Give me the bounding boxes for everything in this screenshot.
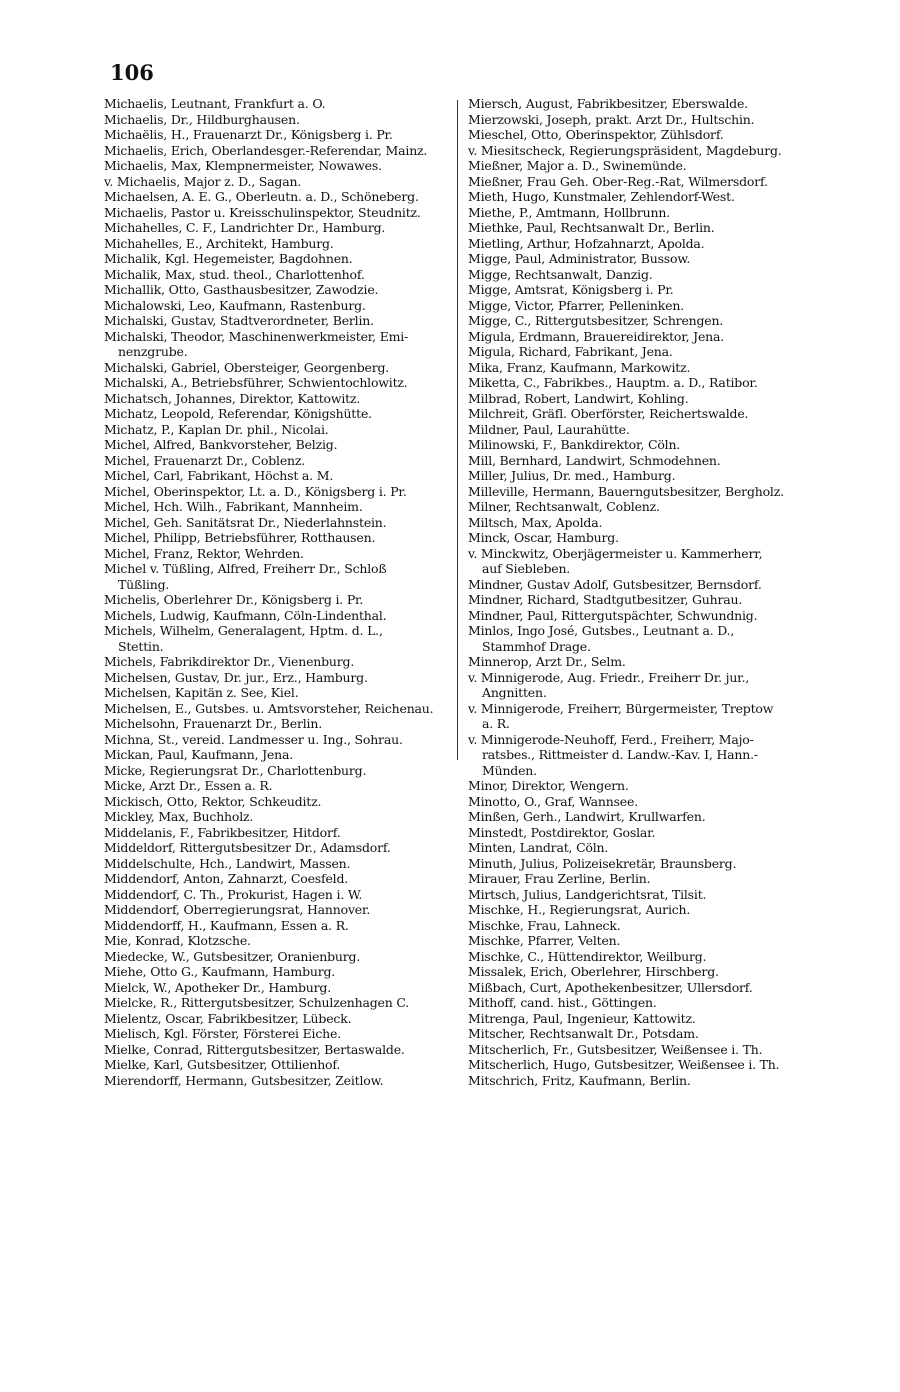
entry-line: Migge, C., Rittergutsbesitzer, Schrengen.	[468, 313, 724, 328]
entry-line: Michaelis, Pastor u. Kreisschulinspektor, Steudnitz.	[104, 204, 421, 220]
directory-entry	[468, 887, 820, 903]
directory-entry	[104, 840, 456, 856]
entry-continuation: ratsbes., Rittmeister d. Landw.-Kav. I, Hann.-	[482, 747, 758, 762]
directory-entry	[468, 298, 820, 314]
entry-line: Mielentz, Oscar, Fabrikbesitzer, Lübeck.	[104, 1010, 352, 1026]
directory-entry	[468, 794, 820, 810]
entry-line: Mill, Bernhard, Landwirt, Schmodehnen.	[468, 452, 721, 468]
entry-line: Michelis, Oberlehrer Dr., Königsberg i. Pr.	[104, 592, 364, 607]
entry-line: Michalski, Gabriel, Obersteiger, Georgenberg.	[104, 359, 390, 375]
entry-line: Michelsohn, Frauenarzt Dr., Berlin.	[104, 716, 322, 731]
entry-line: Milchreit, Gräfl. Oberförster, Reichertswalde.	[468, 406, 749, 421]
entry-line: Micke, Arzt Dr., Essen a. R.	[104, 778, 273, 793]
directory-entry	[104, 437, 456, 453]
directory-entry	[104, 654, 456, 670]
directory-entry	[104, 251, 456, 267]
directory-entry	[468, 375, 820, 391]
directory-entry	[468, 437, 820, 453]
entry-line: Michaelis, Max, Klempnermeister, Nowawes.	[104, 158, 382, 173]
directory-entry	[468, 964, 820, 980]
entry-line: Mitscher, Rechtsanwalt Dr., Potsdam.	[468, 1026, 699, 1041]
entry-line: Michaelsen, A. E. G., Oberleutn. a. D., Schöneberg.	[104, 189, 419, 204]
directory-entry	[104, 871, 456, 887]
entry-line: Michel, Frauenarzt Dr., Coblenz.	[104, 452, 306, 468]
page-number: 106	[110, 60, 154, 85]
directory-entry	[468, 515, 820, 531]
directory-entry	[468, 143, 820, 159]
entry-line: Mindner, Paul, Rittergutspächter, Schwundnig.	[468, 607, 758, 623]
entry-line: Mielke, Conrad, Rittergutsbesitzer, Bertaswalde.	[104, 1041, 405, 1057]
directory-entry	[104, 406, 456, 422]
directory-entry	[468, 1073, 820, 1089]
entry-line: Michels, Ludwig, Kaufmann, Cöln-Lindenthal.	[104, 607, 387, 623]
entry-line: Miketta, C., Fabrikbes., Hauptm. a. D., Ratibor.	[468, 375, 758, 390]
directory-entry	[104, 1057, 456, 1073]
directory-entry	[104, 127, 456, 143]
entry-line: Michatz, P., Kaplan Dr. phil., Nicolai.	[104, 421, 329, 437]
entry-line: Minck, Oscar, Hamburg.	[468, 530, 619, 545]
entry-line: Mielke, Karl, Gutsbesitzer, Ottilienhof.	[104, 1057, 341, 1072]
directory-entry	[468, 360, 820, 376]
directory-entry	[104, 623, 456, 654]
entry-line: Mitscherlich, Fr., Gutsbesitzer, Weißensee i. Th.	[468, 1041, 763, 1057]
entry-line: Minstedt, Postdirektor, Goslar.	[468, 824, 656, 840]
entry-line: Mindner, Gustav Adolf, Gutsbesitzer, Bernsdorf.	[468, 576, 762, 592]
entry-line: Mießner, Major a. D., Swinemünde.	[468, 158, 687, 173]
directory-entry	[104, 546, 456, 562]
directory-entry	[468, 1026, 820, 1042]
directory-entry	[104, 592, 456, 608]
entry-line: Miedecke, W., Gutsbesitzer, Oranienburg.	[104, 948, 361, 964]
directory-entry	[468, 980, 820, 996]
entry-line: Miethe, P., Amtmann, Hollbrunn.	[468, 204, 670, 220]
directory-entry	[468, 313, 820, 329]
entry-line: Middendorf, Oberregierungsrat, Hannover.	[104, 902, 371, 917]
entry-line: Mießner, Frau Geh. Ober-Reg.-Rat, Wilmersdorf.	[468, 173, 768, 189]
directory-entry	[104, 747, 456, 763]
directory-entry	[104, 453, 456, 469]
entry-line: Michalik, Max, stud. theol., Charlottenhof.	[104, 266, 365, 282]
entry-line: Minßen, Gerh., Landwirt, Krullwarfen.	[468, 809, 706, 824]
entry-line: Mißbach, Curt, Apothekenbesitzer, Ullersdorf.	[468, 979, 753, 995]
directory-entry	[468, 856, 820, 872]
directory-entry	[104, 856, 456, 872]
directory-entry	[468, 453, 820, 469]
directory-entry	[468, 825, 820, 841]
entry-line: Michel, Alfred, Bankvorsteher, Belzig.	[104, 437, 338, 452]
directory-entry	[468, 995, 820, 1011]
entry-line: Migge, Paul, Administrator, Bussow.	[468, 251, 691, 266]
directory-entry	[104, 1026, 456, 1042]
directory-entry	[104, 778, 456, 794]
directory-entry	[468, 174, 820, 190]
directory-entry	[468, 670, 820, 701]
column-divider	[457, 100, 458, 760]
directory-entry	[104, 313, 456, 329]
directory-entry	[104, 143, 456, 159]
directory-entry	[468, 329, 820, 345]
directory-entry	[104, 220, 456, 236]
entry-continuation: Stammhof Drage.	[482, 638, 591, 654]
entry-continuation: nenzgrube.	[118, 344, 188, 359]
entry-line: Mithoff, cand. hist., Göttingen.	[468, 995, 657, 1010]
directory-entry	[468, 732, 820, 779]
directory-entry	[468, 933, 820, 949]
entry-line: v. Miesitscheck, Regierungspräsident, Magdeburg.	[468, 142, 782, 158]
entry-line: Mielcke, R., Rittergutsbesitzer, Schulzenhagen C.	[104, 995, 410, 1010]
directory-entry	[104, 1011, 456, 1027]
entry-line: Missalek, Erich, Oberlehrer, Hirschberg.	[468, 964, 719, 979]
entry-line: Michalski, Theodor, Maschinenwerkmeister, Emi-	[104, 328, 409, 344]
directory-entry	[468, 840, 820, 856]
directory-entry	[104, 995, 456, 1011]
entry-line: Michelsen, E., Gutsbes. u. Amtsvorsteher, Reichenau.	[104, 700, 434, 716]
entry-line: Mieth, Hugo, Kunstmaler, Zehlendorf-West.	[468, 189, 735, 204]
entry-line: Mielck, W., Apotheker Dr., Hamburg.	[104, 979, 331, 995]
entry-line: Mierzowski, Joseph, prakt. Arzt Dr., Hultschin.	[468, 111, 755, 127]
entry-line: Minlos, Ingo José, Gutsbes., Leutnant a. D.,	[468, 623, 735, 638]
directory-entry	[104, 236, 456, 252]
directory-entry	[104, 422, 456, 438]
entry-line: Mischke, C., Hüttendirektor, Weilburg.	[468, 948, 707, 964]
entry-line: Michalik, Kgl. Hegemeister, Bagdohnen.	[104, 251, 353, 266]
entry-continuation: Münden.	[482, 762, 537, 778]
directory-entry	[104, 902, 456, 918]
entry-line: Michel, Carl, Fabrikant, Höchst a. M.	[104, 468, 334, 483]
directory-entry	[468, 949, 820, 965]
entry-line: Miethke, Paul, Rechtsanwalt Dr., Berlin.	[468, 220, 715, 235]
directory-entry	[104, 701, 456, 717]
entry-line: Mitrenga, Paul, Ingenieur, Kattowitz.	[468, 1010, 696, 1026]
directory-entry	[468, 236, 820, 252]
directory-entry	[468, 344, 820, 360]
directory-entry	[468, 1011, 820, 1027]
directory-entry	[468, 205, 820, 221]
directory-entry	[104, 360, 456, 376]
entry-line: Milinowski, F., Bankdirektor, Cöln.	[468, 437, 681, 452]
entry-line: Miehe, Otto G., Kaufmann, Hamburg.	[104, 964, 336, 979]
entry-line: Milbrad, Robert, Landwirt, Kohling.	[468, 390, 689, 406]
entry-line: Michelsen, Gustav, Dr. jur., Erz., Hamburg.	[104, 669, 368, 685]
entry-line: Michel, Geh. Sanitätsrat Dr., Niederlahnstein.	[104, 514, 387, 530]
entry-line: Michel v. Tüßling, Alfred, Freiherr Dr., Schloß	[104, 561, 387, 576]
entry-line: v. Minnigerode, Freiherr, Bürgermeister, Treptow	[468, 700, 774, 716]
entry-line: Mieschel, Otto, Oberinspektor, Zühlsdorf.	[468, 127, 724, 142]
entry-line: Minotto, O., Graf, Wannsee.	[468, 793, 638, 809]
directory-entry	[104, 809, 456, 825]
entry-line: Michel, Philipp, Betriebsführer, Rotthausen.	[104, 530, 376, 545]
directory-entry	[104, 670, 456, 686]
entry-line: Michels, Fabrikdirektor Dr., Vienenburg.	[104, 654, 355, 669]
directory-entry	[468, 608, 820, 624]
entry-line: Michel, Franz, Rektor, Wehrden.	[104, 545, 304, 561]
directory-entry	[104, 980, 456, 996]
entry-line: Middelschulte, Hch., Landwirt, Massen.	[104, 855, 351, 871]
directory-entry	[104, 96, 456, 112]
entry-line: Michelsen, Kapitän z. See, Kiel.	[104, 685, 299, 700]
entry-line: Michahelles, E., Architekt, Hamburg.	[104, 235, 334, 251]
entry-line: Milleville, Hermann, Bauerngutsbesitzer, Bergholz.	[468, 483, 784, 499]
entry-line: Mirauer, Frau Zerline, Berlin.	[468, 871, 651, 886]
entry-line: Miltsch, Max, Apolda.	[468, 514, 603, 530]
entry-line: Mickley, Max, Buchholz.	[104, 809, 254, 824]
directory-entry	[468, 778, 820, 794]
directory-entry	[104, 329, 456, 360]
directory-entry	[468, 809, 820, 825]
entry-line: Middeldorf, Rittergutsbesitzer Dr., Adamsdorf.	[104, 840, 391, 855]
entry-line: Michatsch, Johannes, Direktor, Kattowitz.	[104, 390, 361, 406]
entry-line: Mielisch, Kgl. Förster, Försterei Eiche.	[104, 1026, 341, 1041]
directory-entry	[468, 251, 820, 267]
directory-entry	[104, 298, 456, 314]
entry-line: v. Minckwitz, Oberjägermeister u. Kammerherr,	[468, 545, 763, 561]
entry-line: Migge, Amtsrat, Königsberg i. Pr.	[468, 282, 674, 297]
entry-line: Mierendorff, Hermann, Gutsbesitzer, Zeitlow.	[104, 1072, 384, 1088]
entry-continuation: auf Siebleben.	[482, 561, 571, 576]
entry-line: Michalowski, Leo, Kaufmann, Rastenburg.	[104, 297, 366, 313]
directory-entry	[468, 267, 820, 283]
entry-line: Michahelles, C. F., Landrichter Dr., Hamburg.	[104, 220, 386, 235]
entry-line: Minnerop, Arzt Dr., Selm.	[468, 654, 626, 669]
entry-continuation: Tüßling.	[118, 576, 170, 592]
directory-entry	[468, 623, 820, 654]
entry-line: v. Minnigerode, Aug. Friedr., Freiherr Dr. jur.,	[468, 669, 750, 685]
entry-line: Mischke, Frau, Lahneck.	[468, 917, 621, 933]
directory-entry	[104, 608, 456, 624]
directory-entry	[104, 825, 456, 841]
entry-line: Migula, Erdmann, Brauereidirektor, Jena.	[468, 328, 725, 344]
directory-entry	[468, 902, 820, 918]
directory-entry	[468, 701, 820, 732]
directory-entry	[468, 96, 820, 112]
directory-entry	[104, 530, 456, 546]
entry-line: Michatz, Leopold, Referendar, Königshütte.	[104, 406, 372, 421]
entry-line: Mirtsch, Julius, Landgerichtsrat, Tilsit.	[468, 886, 707, 902]
directory-entry	[468, 282, 820, 298]
entry-line: Michaelis, Leutnant, Frankfurt a. O.	[104, 96, 326, 111]
entry-line: Michel, Oberinspektor, Lt. a. D., Königsberg i. Pr.	[104, 483, 407, 499]
entry-line: Michaelis, Erich, Oberlandesger.-Referendar, Mainz.	[104, 142, 428, 158]
directory-entry	[104, 561, 456, 592]
entry-line: Mickisch, Otto, Rektor, Schkeuditz.	[104, 793, 322, 809]
entry-line: Mietling, Arthur, Hofzahnarzt, Apolda.	[468, 235, 705, 251]
directory-entry	[468, 189, 820, 205]
directory-entry	[468, 391, 820, 407]
entry-line: Middendorf, Anton, Zahnarzt, Coesfeld.	[104, 871, 349, 886]
directory-entry	[104, 391, 456, 407]
directory-entry	[104, 685, 456, 701]
directory-entry	[468, 499, 820, 515]
entry-line: Michels, Wilhelm, Generalagent, Hptm. d. L.,	[104, 623, 383, 638]
entry-line: Michaëlis, H., Frauenarzt Dr., Königsberg i. Pr.	[104, 127, 393, 142]
directory-entry	[468, 918, 820, 934]
entry-line: v. Minnigerode-Neuhoff, Ferd., Freiherr, Majo-	[468, 731, 754, 747]
directory-entry	[468, 158, 820, 174]
entry-line: v. Michaelis, Major z. D., Sagan.	[104, 173, 302, 189]
directory-entry	[468, 127, 820, 143]
entry-line: Mischke, Pfarrer, Velten.	[468, 933, 621, 948]
directory-entry	[468, 468, 820, 484]
directory-entry	[104, 515, 456, 531]
entry-line: Mie, Konrad, Klotzsche.	[104, 933, 251, 948]
directory-entry	[104, 763, 456, 779]
entry-line: Minuth, Julius, Polizeisekretär, Braunsberg.	[468, 855, 737, 871]
entry-line: Michallik, Otto, Gasthausbesitzer, Zawodzie.	[104, 282, 379, 297]
entry-line: Middelanis, F., Fabrikbesitzer, Hitdorf.	[104, 824, 341, 840]
directory-entry	[104, 887, 456, 903]
directory-entry	[104, 732, 456, 748]
entry-continuation: Angnitten.	[482, 685, 547, 700]
entry-line: Milner, Rechtsanwalt, Coblenz.	[468, 499, 660, 514]
entry-line: Michalski, A., Betriebsführer, Schwientochlowitz.	[104, 375, 408, 390]
entry-line: Miller, Julius, Dr. med., Hamburg.	[468, 468, 676, 483]
directory-entry	[104, 1042, 456, 1058]
entry-line: Michel, Hch. Wilh., Fabrikant, Mannheim.	[104, 499, 363, 514]
entry-line: Michaelis, Dr., Hildburghausen.	[104, 111, 300, 127]
directory-entry	[468, 484, 820, 500]
entry-line: Mindner, Richard, Stadtgutbesitzer, Guhrau.	[468, 592, 743, 607]
directory-entry	[468, 406, 820, 422]
entry-line: Middendorf, C. Th., Prokurist, Hagen i. W.	[104, 886, 363, 902]
directory-entry	[104, 174, 456, 190]
directory-entry	[468, 1057, 820, 1073]
directory-entry	[468, 546, 820, 577]
directory-entry	[468, 530, 820, 546]
directory-entry	[104, 949, 456, 965]
directory-entry	[104, 267, 456, 283]
directory-entry	[104, 158, 456, 174]
directory-entry	[104, 375, 456, 391]
directory-entry	[468, 592, 820, 608]
directory-entry	[104, 794, 456, 810]
directory-entry	[468, 1042, 820, 1058]
directory-entry	[104, 918, 456, 934]
entry-line: Mitschrich, Fritz, Kaufmann, Berlin.	[468, 1072, 691, 1088]
directory-entry	[104, 189, 456, 205]
entry-line: Middendorff, H., Kaufmann, Essen a. R.	[104, 917, 349, 933]
entry-line: Minten, Landrat, Cöln.	[468, 840, 609, 855]
directory-entry	[104, 716, 456, 732]
directory-entry	[104, 282, 456, 298]
entry-line: Migge, Rechtsanwalt, Danzig.	[468, 266, 653, 282]
entry-line: Michna, St., vereid. Landmesser u. Ing., Sohrau.	[104, 731, 403, 747]
entry-line: Migge, Victor, Pfarrer, Pelleninken.	[468, 297, 684, 313]
entry-line: Michalski, Gustav, Stadtverordneter, Berlin.	[104, 313, 374, 328]
directory-entry	[104, 499, 456, 515]
directory-entry	[104, 112, 456, 128]
entry-line: Mildner, Paul, Laurahütte.	[468, 421, 630, 437]
entry-line: Migula, Richard, Fabrikant, Jena.	[468, 344, 673, 359]
entry-line: Mika, Franz, Kaufmann, Markowitz.	[468, 359, 691, 375]
directory-entry	[468, 422, 820, 438]
directory-entry	[104, 484, 456, 500]
directory-entry	[104, 964, 456, 980]
directory-entry	[468, 654, 820, 670]
directory-entry	[468, 577, 820, 593]
entry-line: Mitscherlich, Hugo, Gutsbesitzer, Weißensee i. Th.	[468, 1057, 780, 1072]
left-column	[104, 96, 456, 1088]
entry-line: Miersch, August, Fabrikbesitzer, Eberswalde.	[468, 96, 748, 111]
right-column	[468, 96, 820, 1088]
directory-entry	[104, 205, 456, 221]
entry-continuation: Stettin.	[118, 638, 164, 654]
directory-entry	[104, 468, 456, 484]
entry-line: Mischke, H., Regierungsrat, Aurich.	[468, 902, 691, 917]
entry-line: Micke, Regierungsrat Dr., Charlottenburg.	[104, 762, 367, 778]
directory-entry	[104, 1073, 456, 1089]
entry-continuation: a. R.	[482, 716, 510, 731]
entry-line: Minor, Direktor, Wengern.	[468, 778, 629, 793]
directory-entry	[468, 220, 820, 236]
entry-line: Mickan, Paul, Kaufmann, Jena.	[104, 747, 294, 762]
directory-entry	[104, 933, 456, 949]
directory-entry	[468, 112, 820, 128]
directory-entry	[468, 871, 820, 887]
